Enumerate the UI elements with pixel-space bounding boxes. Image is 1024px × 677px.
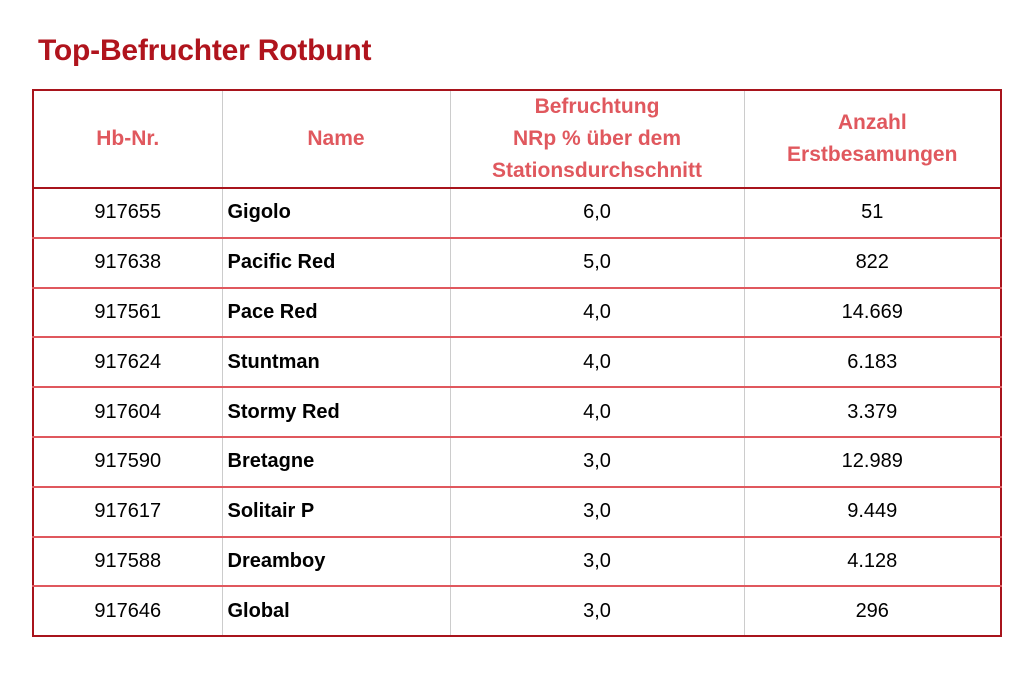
header-anzahl bbox=[744, 90, 1001, 188]
table-row bbox=[33, 238, 1001, 288]
cell-hb-nr: 917617 bbox=[33, 487, 222, 537]
cell-befruchtung: 4,0 bbox=[450, 288, 744, 338]
cell-name: Stuntman bbox=[222, 337, 450, 387]
table-row bbox=[33, 437, 1001, 487]
cell-befruchtung: 3,0 bbox=[450, 487, 744, 537]
table-row bbox=[33, 387, 1001, 437]
cell-hb-nr: 917604 bbox=[33, 387, 222, 437]
table-row bbox=[33, 487, 1001, 537]
page-title: Top-Befruchter Rotbunt bbox=[38, 34, 372, 67]
header-anzahl-line-2: Erstbesamungen bbox=[787, 143, 958, 166]
cell-name: Gigolo bbox=[222, 188, 450, 238]
header-befruchtung-line-2: NRp % über dem bbox=[512, 127, 682, 150]
cell-anzahl: 12.989 bbox=[744, 437, 1001, 487]
cell-befruchtung: 3,0 bbox=[450, 537, 744, 587]
cell-name: Global bbox=[222, 586, 450, 636]
cell-name: Bretagne bbox=[222, 437, 450, 487]
cell-hb-nr: 917561 bbox=[33, 288, 222, 338]
bull-ranking-table bbox=[32, 89, 1002, 637]
table-row bbox=[33, 288, 1001, 338]
cell-anzahl: 296 bbox=[855, 599, 889, 622]
table-row bbox=[33, 537, 1001, 587]
cell-hb-nr: 917588 bbox=[33, 537, 222, 587]
header-name: Name bbox=[222, 90, 450, 188]
cell-befruchtung: 4,0 bbox=[450, 337, 744, 387]
cell-hb-nr: 917646 bbox=[33, 586, 222, 636]
cell-befruchtung: 5,0 bbox=[450, 238, 744, 288]
cell-name: Solitair P bbox=[222, 487, 450, 537]
cell-anzahl: 4.128 bbox=[744, 537, 1001, 587]
cell-anzahl: 51 bbox=[744, 188, 1001, 238]
cell-hb-nr: 917638 bbox=[33, 238, 222, 288]
cell-befruchtung: 3,0 bbox=[450, 586, 744, 636]
cell-hb-nr: 917590 bbox=[33, 437, 222, 487]
cell-anzahl: 3.379 bbox=[744, 387, 1001, 437]
header-hb-nr: Hb-Nr. bbox=[33, 90, 222, 188]
cell-hb-nr: 917624 bbox=[33, 337, 222, 387]
cell-name: Dreamboy bbox=[222, 537, 450, 587]
cell-anzahl: 9.449 bbox=[744, 487, 1001, 537]
table-row bbox=[33, 188, 1001, 238]
header-befruchtung bbox=[450, 90, 744, 188]
header-anzahl-line-1: Anzahl bbox=[837, 111, 907, 134]
cell-anzahl: 822 bbox=[744, 238, 1001, 288]
cell-anzahl: 14.669 bbox=[744, 288, 1001, 338]
header-befruchtung-line-1: Befruchtung bbox=[534, 95, 660, 118]
cell-name: Pacific Red bbox=[222, 238, 450, 288]
cell-anzahl: 6.183 bbox=[744, 337, 1001, 387]
cell-befruchtung: 3,0 bbox=[450, 437, 744, 487]
cell-befruchtung: 6,0 bbox=[450, 188, 744, 238]
table-header-row bbox=[33, 90, 1001, 188]
table-row bbox=[33, 586, 1001, 636]
header-befruchtung-line-3: Stationsdurchschnitt bbox=[491, 159, 702, 182]
cell-hb-nr: 917655 bbox=[33, 188, 222, 238]
cell-name: Pace Red bbox=[222, 288, 450, 338]
cell-befruchtung: 4,0 bbox=[450, 387, 744, 437]
table-row bbox=[33, 337, 1001, 387]
cell-name: Stormy Red bbox=[222, 387, 450, 437]
